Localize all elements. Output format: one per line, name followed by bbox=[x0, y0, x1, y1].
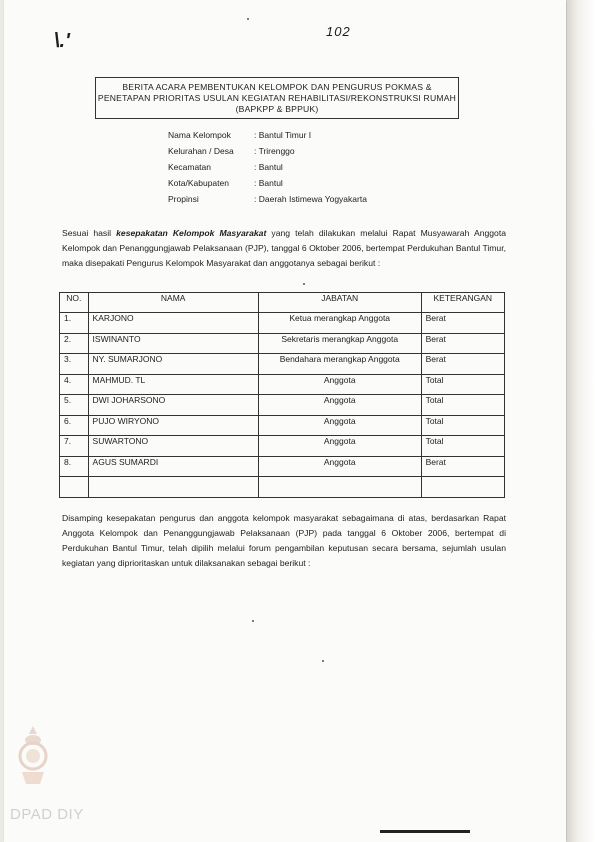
cell-no: 2. bbox=[60, 333, 89, 354]
info-value: : Trirenggo bbox=[254, 146, 295, 156]
cell-keterangan: Total bbox=[421, 374, 504, 395]
table-row bbox=[60, 333, 505, 354]
scan-speck bbox=[247, 18, 249, 20]
footer-bar bbox=[380, 830, 470, 833]
cell-jabatan: Bendahara merangkap Anggota bbox=[258, 354, 421, 375]
table-row bbox=[60, 415, 505, 436]
title-line: (BAPKPP & BPPUK) bbox=[235, 104, 319, 114]
info-value: : Bantul Timur I bbox=[254, 130, 312, 140]
info-row bbox=[168, 162, 367, 178]
seal-logo-icon bbox=[16, 724, 50, 788]
cell-nama bbox=[88, 477, 258, 498]
info-row bbox=[168, 146, 367, 162]
column-header-no: NO. bbox=[60, 293, 89, 313]
table-header-row bbox=[60, 293, 505, 313]
cell-keterangan: Total bbox=[421, 395, 504, 416]
column-header-jabatan: JABATAN bbox=[258, 293, 421, 313]
title-line: BERITA ACARA PEMBENTUKAN KELOMPOK DAN PENGURUS POKMAS & bbox=[122, 82, 432, 92]
cell-jabatan: Anggota bbox=[258, 436, 421, 457]
info-value: : Bantul bbox=[254, 178, 283, 188]
watermark: DPAD DIY bbox=[10, 806, 84, 823]
cell-nama: KARJONO bbox=[88, 313, 258, 334]
intro-text: Sesuai hasil bbox=[62, 228, 117, 238]
group-info bbox=[168, 130, 367, 210]
handwritten-mark: \.' bbox=[54, 30, 70, 52]
cell-keterangan: Berat bbox=[421, 354, 504, 375]
cell-nama: SUWARTONO bbox=[88, 436, 258, 457]
page-number: 102 bbox=[326, 24, 351, 39]
cell-no: 6. bbox=[60, 415, 89, 436]
scan-speck bbox=[252, 620, 254, 622]
cell-keterangan: Berat bbox=[421, 333, 504, 354]
scan-speck bbox=[322, 660, 324, 662]
info-label: Propinsi bbox=[168, 194, 199, 204]
cell-keterangan: Berat bbox=[421, 456, 504, 477]
column-header-nama: NAMA bbox=[88, 293, 258, 313]
table-row bbox=[60, 395, 505, 416]
cell-no: 8. bbox=[60, 456, 89, 477]
cell-jabatan: Ketua merangkap Anggota bbox=[258, 313, 421, 334]
cell-jabatan: Anggota bbox=[258, 395, 421, 416]
info-label: Kecamatan bbox=[168, 162, 211, 172]
cell-nama: DWI JOHARSONO bbox=[88, 395, 258, 416]
cell-keterangan: Total bbox=[421, 415, 504, 436]
table-row bbox=[60, 436, 505, 457]
info-value: : Daerah Istimewa Yogyakarta bbox=[254, 194, 367, 204]
scan-speck bbox=[303, 283, 305, 285]
cell-nama: NY. SUMARJONO bbox=[88, 354, 258, 375]
cell-no: 4. bbox=[60, 374, 89, 395]
cell-no: 1. bbox=[60, 313, 89, 334]
cell-jabatan bbox=[258, 477, 421, 498]
cell-jabatan: Anggota bbox=[258, 415, 421, 436]
table-row bbox=[60, 456, 505, 477]
info-value: : Bantul bbox=[254, 162, 283, 172]
cell-jabatan: Anggota bbox=[258, 374, 421, 395]
cell-jabatan: Sekretaris merangkap Anggota bbox=[258, 333, 421, 354]
intro-text: yang telah dilakukan melalui Rapat Musyawarah Anggota Kelompok dan Penanggungjawab Pelaksanaan (PJP), tanggal 6 Oktober 2006, bertempat Perdukuhan Bantul Timur, maka disepakati Pengurus Kelompok Masyarakat dan anggotanya sebagai berikut : bbox=[62, 228, 506, 268]
info-label: Kota/Kabupaten bbox=[168, 178, 229, 188]
cell-no: 5. bbox=[60, 395, 89, 416]
intro-paragraph bbox=[62, 226, 506, 271]
cell-nama: PUJO WIRYONO bbox=[88, 415, 258, 436]
cell-jabatan: Anggota bbox=[258, 456, 421, 477]
table-row bbox=[60, 374, 505, 395]
cell-no: 7. bbox=[60, 436, 89, 457]
document-title-box bbox=[95, 77, 459, 119]
intro-emphasis: kesepakatan Kelompok Masyarakat bbox=[116, 228, 267, 238]
cell-nama: ISWINANTO bbox=[88, 333, 258, 354]
table-row bbox=[60, 313, 505, 334]
cell-nama: MAHMUD. TL bbox=[88, 374, 258, 395]
info-row bbox=[168, 194, 367, 210]
info-label: Kelurahan / Desa bbox=[168, 146, 234, 156]
cell-nama: AGUS SUMARDI bbox=[88, 456, 258, 477]
table-row bbox=[60, 354, 505, 375]
cell-keterangan bbox=[421, 477, 504, 498]
cell-no: 3. bbox=[60, 354, 89, 375]
cell-no bbox=[60, 477, 89, 498]
info-row bbox=[168, 130, 367, 146]
table-row-empty bbox=[60, 477, 505, 498]
members-table bbox=[59, 292, 505, 498]
column-header-keterangan: KETERANGAN bbox=[421, 293, 504, 313]
page-edge bbox=[567, 0, 595, 842]
info-label: Nama Kelompok bbox=[168, 130, 231, 140]
info-row bbox=[168, 178, 367, 194]
title-line: PENETAPAN PRIORITAS USULAN KEGIATAN REHABILITASI/REKONSTRUKSI RUMAH bbox=[97, 93, 457, 103]
cell-keterangan: Total bbox=[421, 436, 504, 457]
closing-paragraph: Disamping kesepakatan pengurus dan anggota kelompok masyarakat sebagaimana di atas, berdasarkan Rapat Anggota Kelompok dan Penanggungjawab Pelaksanaan (PJP) pada tanggal 6 Oktober 2006, bertempat di Perdukuhan Bantul Timur, telah dipilih melalui forum pengambilan keputusan secara bersama, sejumlah usulan kegiatan yang diprioritaskan untuk dilaksanakan sebagai berikut : bbox=[62, 513, 506, 568]
cell-keterangan: Berat bbox=[421, 313, 504, 334]
